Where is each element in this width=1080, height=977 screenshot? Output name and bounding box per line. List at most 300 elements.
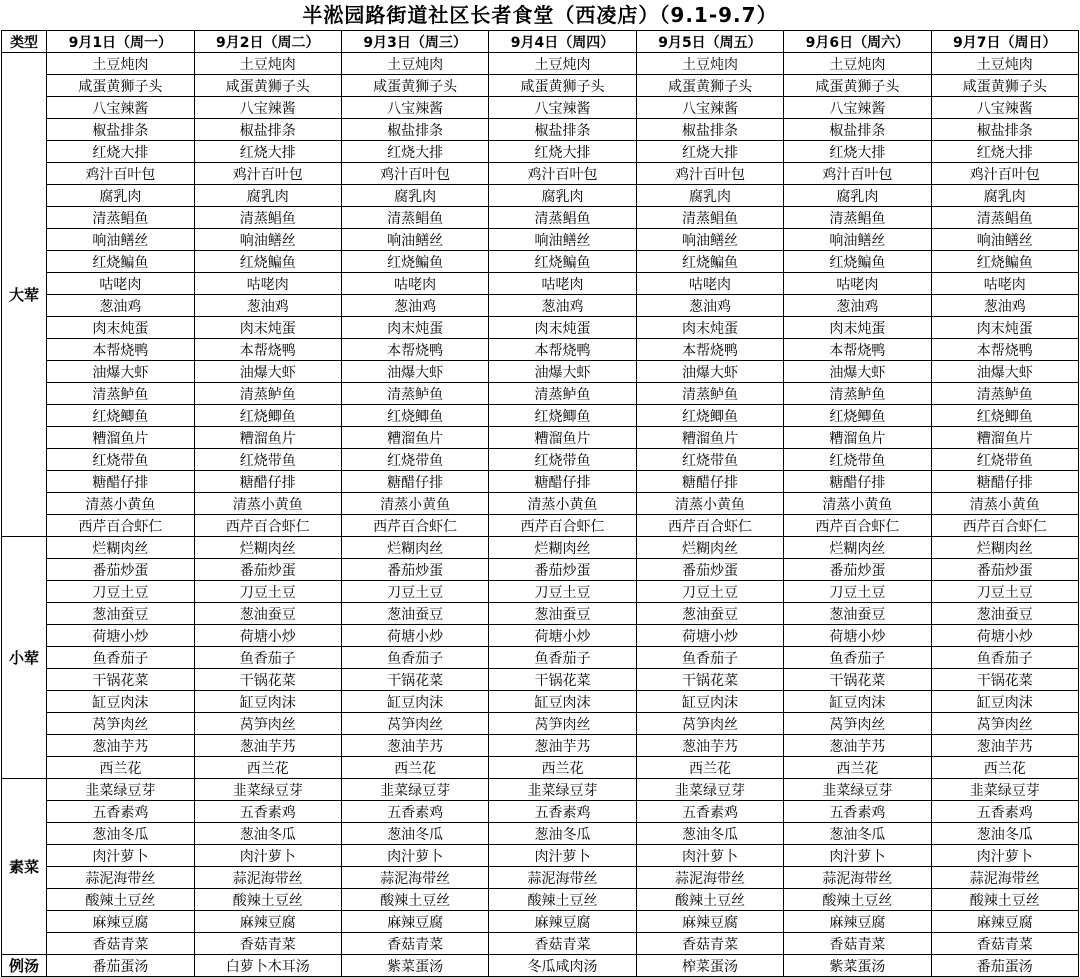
dish-cell: 清蒸鲳鱼 [931,207,1078,229]
dish-cell: 咕咾肉 [194,273,341,295]
dish-cell: 清蒸鲳鱼 [489,207,636,229]
table-row [2,801,1079,823]
table-row [2,735,1079,757]
table-row [2,669,1079,691]
menu-table [1,30,1079,977]
dish-cell: 红烧带鱼 [489,449,636,471]
table-row [2,405,1079,427]
table-row [2,647,1079,669]
dish-cell: 葱油芋艿 [931,735,1078,757]
dish-cell: 八宝辣酱 [636,97,783,119]
dish-cell: 荷塘小炒 [194,625,341,647]
table-row [2,493,1079,515]
dish-cell: 刀豆土豆 [489,581,636,603]
dish-cell: 咕咾肉 [784,273,931,295]
dish-cell: 腐乳肉 [341,185,488,207]
dish-cell: 本帮烧鸭 [489,339,636,361]
dish-cell: 葱油冬瓜 [931,823,1078,845]
dish-cell: 香菇青菜 [931,933,1078,955]
menu-body [2,53,1079,977]
dish-cell: 五香素鸡 [489,801,636,823]
dish-cell: 五香素鸡 [47,801,194,823]
dish-cell: 葱油蚕豆 [784,603,931,625]
dish-cell: 西兰花 [47,757,194,779]
dish-cell: 韭菜绿豆芽 [47,779,194,801]
table-row [2,933,1079,955]
dish-cell: 清蒸鲈鱼 [47,383,194,405]
dish-cell: 酸辣土豆丝 [489,889,636,911]
dish-cell: 荷塘小炒 [47,625,194,647]
header-day: 9月6日（周六） [784,31,931,53]
dish-cell: 荷塘小炒 [489,625,636,647]
dish-cell: 肉末炖蛋 [194,317,341,339]
dish-cell: 干锅花菜 [194,669,341,691]
dish-cell: 咸蛋黄狮子头 [47,75,194,97]
dish-cell: 葱油冬瓜 [47,823,194,845]
dish-cell: 葱油芋艿 [194,735,341,757]
dish-cell: 糟溜鱼片 [47,427,194,449]
dish-cell: 油爆大虾 [489,361,636,383]
dish-cell: 烂糊肉丝 [194,537,341,559]
dish-cell: 莴笋肉丝 [931,713,1078,735]
dish-cell: 咸蛋黄狮子头 [194,75,341,97]
table-row [2,427,1079,449]
dish-cell: 酸辣土豆丝 [47,889,194,911]
table-row [2,185,1079,207]
dish-cell: 咕咾肉 [341,273,488,295]
dish-cell: 红烧鲫鱼 [784,405,931,427]
dish-cell: 葱油蚕豆 [636,603,783,625]
dish-cell: 鱼香茄子 [47,647,194,669]
dish-cell: 椒盐排条 [341,119,488,141]
dish-cell: 红烧带鱼 [194,449,341,471]
dish-cell: 糖醋仔排 [47,471,194,493]
dish-cell: 韭菜绿豆芽 [341,779,488,801]
dish-cell: 清蒸鲈鱼 [489,383,636,405]
dish-cell: 刀豆土豆 [784,581,931,603]
dish-cell: 麻辣豆腐 [636,911,783,933]
dish-cell: 红烧鳊鱼 [194,251,341,273]
dish-cell: 肉汁萝卜 [489,845,636,867]
dish-cell: 土豆炖肉 [341,53,488,75]
dish-cell: 西芹百合虾仁 [194,515,341,537]
dish-cell: 肉末炖蛋 [47,317,194,339]
dish-cell: 清蒸鲈鱼 [341,383,488,405]
dish-cell: 刀豆土豆 [341,581,488,603]
table-row [2,163,1079,185]
dish-cell: 土豆炖肉 [636,53,783,75]
table-row [2,361,1079,383]
dish-cell: 肉末炖蛋 [341,317,488,339]
dish-cell: 莴笋肉丝 [341,713,488,735]
dish-cell: 响油鳝丝 [47,229,194,251]
dish-cell: 荷塘小炒 [931,625,1078,647]
dish-cell: 西芹百合虾仁 [636,515,783,537]
dish-cell: 葱油蚕豆 [489,603,636,625]
dish-cell: 清蒸鲳鱼 [47,207,194,229]
dish-cell: 酸辣土豆丝 [194,889,341,911]
dish-cell: 肉汁萝卜 [47,845,194,867]
dish-cell: 红烧鳊鱼 [784,251,931,273]
table-row [2,273,1079,295]
dish-cell: 紫菜蛋汤 [784,955,931,977]
dish-cell: 干锅花菜 [47,669,194,691]
dish-cell: 鸡汁百叶包 [489,163,636,185]
table-row [2,515,1079,537]
dish-cell: 响油鳝丝 [931,229,1078,251]
dish-cell: 番茄炒蛋 [47,559,194,581]
dish-cell: 本帮烧鸭 [341,339,488,361]
dish-cell: 本帮烧鸭 [47,339,194,361]
dish-cell: 清蒸小黄鱼 [489,493,636,515]
dish-cell: 蒜泥海带丝 [341,867,488,889]
dish-cell: 糟溜鱼片 [341,427,488,449]
dish-cell: 清蒸鲈鱼 [931,383,1078,405]
table-row [2,691,1079,713]
dish-cell: 腐乳肉 [636,185,783,207]
dish-cell: 糖醋仔排 [489,471,636,493]
dish-cell: 清蒸鲈鱼 [784,383,931,405]
header-day: 9月4日（周四） [489,31,636,53]
dish-cell: 肉末炖蛋 [636,317,783,339]
dish-cell: 葱油鸡 [194,295,341,317]
dish-cell: 咸蛋黄狮子头 [489,75,636,97]
table-row [2,889,1079,911]
dish-cell: 五香素鸡 [636,801,783,823]
dish-cell: 韭菜绿豆芽 [194,779,341,801]
dish-cell: 红烧鲫鱼 [47,405,194,427]
dish-cell: 咸蛋黄狮子头 [931,75,1078,97]
dish-cell: 咕咾肉 [931,273,1078,295]
dish-cell: 响油鳝丝 [636,229,783,251]
dish-cell: 肉末炖蛋 [931,317,1078,339]
dish-cell: 缸豆肉沫 [784,691,931,713]
dish-cell: 红烧鲫鱼 [341,405,488,427]
table-row [2,713,1079,735]
dish-cell: 葱油芋艿 [341,735,488,757]
dish-cell: 莴笋肉丝 [784,713,931,735]
header-row [2,31,1079,53]
dish-cell: 红烧带鱼 [636,449,783,471]
dish-cell: 椒盐排条 [784,119,931,141]
dish-cell: 酸辣土豆丝 [931,889,1078,911]
dish-cell: 干锅花菜 [636,669,783,691]
dish-cell: 鱼香茄子 [931,647,1078,669]
table-row [2,75,1079,97]
dish-cell: 肉汁萝卜 [636,845,783,867]
dish-cell: 葱油冬瓜 [194,823,341,845]
table-row [2,317,1079,339]
dish-cell: 鸡汁百叶包 [784,163,931,185]
dish-cell: 油爆大虾 [784,361,931,383]
dish-cell: 鱼香茄子 [194,647,341,669]
table-row [2,251,1079,273]
table-row [2,823,1079,845]
dish-cell: 韭菜绿豆芽 [784,779,931,801]
table-row [2,757,1079,779]
dish-cell: 缸豆肉沫 [931,691,1078,713]
dish-cell: 葱油鸡 [489,295,636,317]
table-row [2,229,1079,251]
dish-cell: 西兰花 [194,757,341,779]
table-row [2,911,1079,933]
header-day: 9月7日（周日） [931,31,1078,53]
dish-cell: 鱼香茄子 [341,647,488,669]
dish-cell: 本帮烧鸭 [194,339,341,361]
dish-cell: 响油鳝丝 [784,229,931,251]
dish-cell: 腐乳肉 [489,185,636,207]
dish-cell: 莴笋肉丝 [47,713,194,735]
dish-cell: 白萝卜木耳汤 [194,955,341,977]
table-row [2,53,1079,75]
dish-cell: 红烧大排 [47,141,194,163]
dish-cell: 莴笋肉丝 [636,713,783,735]
table-row [2,449,1079,471]
dish-cell: 番茄炒蛋 [784,559,931,581]
dish-cell: 油爆大虾 [194,361,341,383]
dish-cell: 土豆炖肉 [931,53,1078,75]
dish-cell: 肉汁萝卜 [341,845,488,867]
dish-cell: 烂糊肉丝 [784,537,931,559]
dish-cell: 清蒸小黄鱼 [341,493,488,515]
table-row [2,471,1079,493]
dish-cell: 肉汁萝卜 [784,845,931,867]
table-row [2,867,1079,889]
dish-cell: 八宝辣酱 [489,97,636,119]
dish-cell: 红烧鳊鱼 [931,251,1078,273]
table-row [2,537,1079,559]
dish-cell: 荷塘小炒 [636,625,783,647]
header-day: 9月3日（周三） [341,31,488,53]
dish-cell: 刀豆土豆 [931,581,1078,603]
dish-cell: 本帮烧鸭 [636,339,783,361]
dish-cell: 鸡汁百叶包 [341,163,488,185]
table-row [2,625,1079,647]
dish-cell: 糟溜鱼片 [784,427,931,449]
dish-cell: 响油鳝丝 [341,229,488,251]
dish-cell: 香菇青菜 [341,933,488,955]
dish-cell: 红烧大排 [341,141,488,163]
dish-cell: 缸豆肉沫 [194,691,341,713]
dish-cell: 麻辣豆腐 [194,911,341,933]
dish-cell: 酸辣土豆丝 [341,889,488,911]
dish-cell: 西兰花 [489,757,636,779]
dish-cell: 清蒸小黄鱼 [931,493,1078,515]
dish-cell: 咸蛋黄狮子头 [636,75,783,97]
dish-cell: 鱼香茄子 [636,647,783,669]
dish-cell: 葱油芋艿 [784,735,931,757]
table-row [2,339,1079,361]
dish-cell: 烂糊肉丝 [47,537,194,559]
dish-cell: 土豆炖肉 [489,53,636,75]
dish-cell: 腐乳肉 [784,185,931,207]
dish-cell: 香菇青菜 [784,933,931,955]
dish-cell: 西芹百合虾仁 [341,515,488,537]
dish-cell: 红烧大排 [931,141,1078,163]
dish-cell: 干锅花菜 [341,669,488,691]
dish-cell: 咕咾肉 [489,273,636,295]
dish-cell: 番茄蛋汤 [47,955,194,977]
dish-cell: 西芹百合虾仁 [47,515,194,537]
dish-cell: 西兰花 [636,757,783,779]
dish-cell: 清蒸鲈鱼 [636,383,783,405]
dish-cell: 土豆炖肉 [784,53,931,75]
dish-cell: 红烧鳊鱼 [47,251,194,273]
dish-cell: 葱油蚕豆 [47,603,194,625]
dish-cell: 腐乳肉 [194,185,341,207]
header-day: 9月5日（周五） [636,31,783,53]
dish-cell: 咸蛋黄狮子头 [341,75,488,97]
dish-cell: 荷塘小炒 [341,625,488,647]
dish-cell: 蒜泥海带丝 [636,867,783,889]
dish-cell: 鸡汁百叶包 [47,163,194,185]
dish-cell: 葱油鸡 [784,295,931,317]
dish-cell: 葱油蚕豆 [194,603,341,625]
dish-cell: 腐乳肉 [931,185,1078,207]
dish-cell: 麻辣豆腐 [784,911,931,933]
dish-cell: 酸辣土豆丝 [636,889,783,911]
dish-cell: 肉末炖蛋 [489,317,636,339]
dish-cell: 烂糊肉丝 [341,537,488,559]
dish-cell: 五香素鸡 [341,801,488,823]
dish-cell: 莴笋肉丝 [489,713,636,735]
dish-cell: 油爆大虾 [931,361,1078,383]
dish-cell: 烂糊肉丝 [931,537,1078,559]
dish-cell: 麻辣豆腐 [47,911,194,933]
dish-cell: 葱油冬瓜 [341,823,488,845]
dish-cell: 番茄炒蛋 [931,559,1078,581]
dish-cell: 清蒸小黄鱼 [784,493,931,515]
dish-cell: 鱼香茄子 [784,647,931,669]
dish-cell: 葱油芋艿 [636,735,783,757]
dish-cell: 红烧带鱼 [341,449,488,471]
dish-cell: 蒜泥海带丝 [489,867,636,889]
dish-cell: 椒盐排条 [47,119,194,141]
dish-cell: 冬瓜咸肉汤 [489,955,636,977]
dish-cell: 红烧鳊鱼 [341,251,488,273]
dish-cell: 番茄炒蛋 [636,559,783,581]
category-cell: 例汤 [2,955,47,977]
dish-cell: 红烧鳊鱼 [636,251,783,273]
table-row [2,603,1079,625]
dish-cell: 红烧大排 [489,141,636,163]
table-row [2,141,1079,163]
dish-cell: 干锅花菜 [931,669,1078,691]
page-title: 半淞园路街道社区长者食堂（西凌店）（9.1-9.7） [302,3,778,27]
dish-cell: 西兰花 [931,757,1078,779]
dish-cell: 鸡汁百叶包 [636,163,783,185]
dish-cell: 葱油冬瓜 [784,823,931,845]
dish-cell: 葱油蚕豆 [341,603,488,625]
dish-cell: 缸豆肉沫 [341,691,488,713]
table-row [2,955,1079,977]
header-day: 9月2日（周二） [194,31,341,53]
dish-cell: 鱼香茄子 [489,647,636,669]
dish-cell: 缸豆肉沫 [489,691,636,713]
dish-cell: 红烧带鱼 [47,449,194,471]
dish-cell: 葱油冬瓜 [489,823,636,845]
dish-cell: 西兰花 [784,757,931,779]
dish-cell: 烂糊肉丝 [489,537,636,559]
dish-cell: 肉汁萝卜 [931,845,1078,867]
dish-cell: 香菇青菜 [636,933,783,955]
dish-cell: 蒜泥海带丝 [47,867,194,889]
dish-cell: 清蒸鲳鱼 [194,207,341,229]
table-row [2,97,1079,119]
dish-cell: 八宝辣酱 [47,97,194,119]
dish-cell: 烂糊肉丝 [636,537,783,559]
dish-cell: 红烧带鱼 [931,449,1078,471]
dish-cell: 红烧鲫鱼 [194,405,341,427]
dish-cell: 红烧鲫鱼 [636,405,783,427]
dish-cell: 麻辣豆腐 [341,911,488,933]
dish-cell: 椒盐排条 [194,119,341,141]
dish-cell: 葱油冬瓜 [636,823,783,845]
dish-cell: 五香素鸡 [931,801,1078,823]
dish-cell: 土豆炖肉 [47,53,194,75]
header-day: 9月1日（周一） [47,31,194,53]
dish-cell: 清蒸小黄鱼 [636,493,783,515]
dish-cell: 香菇青菜 [489,933,636,955]
dish-cell: 红烧鳊鱼 [489,251,636,273]
dish-cell: 荷塘小炒 [784,625,931,647]
dish-cell: 咕咾肉 [47,273,194,295]
dish-cell: 番茄炒蛋 [194,559,341,581]
dish-cell: 缸豆肉沫 [47,691,194,713]
dish-cell: 糖醋仔排 [341,471,488,493]
table-row [2,779,1079,801]
dish-cell: 八宝辣酱 [341,97,488,119]
category-cell: 素菜 [2,779,47,955]
dish-cell: 清蒸小黄鱼 [47,493,194,515]
dish-cell: 刀豆土豆 [194,581,341,603]
dish-cell: 清蒸鲳鱼 [784,207,931,229]
dish-cell: 清蒸鲳鱼 [636,207,783,229]
dish-cell: 五香素鸡 [784,801,931,823]
dish-cell: 油爆大虾 [341,361,488,383]
dish-cell: 红烧大排 [784,141,931,163]
category-cell: 小荤 [2,537,47,779]
dish-cell: 葱油芋艿 [489,735,636,757]
dish-cell: 糟溜鱼片 [489,427,636,449]
dish-cell: 紫菜蛋汤 [341,955,488,977]
dish-cell: 西兰花 [341,757,488,779]
dish-cell: 糟溜鱼片 [931,427,1078,449]
dish-cell: 鸡汁百叶包 [194,163,341,185]
dish-cell: 八宝辣酱 [194,97,341,119]
dish-cell: 干锅花菜 [489,669,636,691]
dish-cell: 油爆大虾 [636,361,783,383]
dish-cell: 西芹百合虾仁 [784,515,931,537]
table-row [2,559,1079,581]
dish-cell: 葱油鸡 [341,295,488,317]
table-row [2,581,1079,603]
dish-cell: 莴笋肉丝 [194,713,341,735]
dish-cell: 椒盐排条 [636,119,783,141]
dish-cell: 葱油蚕豆 [931,603,1078,625]
dish-cell: 刀豆土豆 [47,581,194,603]
dish-cell: 糖醋仔排 [931,471,1078,493]
dish-cell: 缸豆肉沫 [636,691,783,713]
dish-cell: 糖醋仔排 [194,471,341,493]
dish-cell: 韭菜绿豆芽 [931,779,1078,801]
dish-cell: 肉末炖蛋 [784,317,931,339]
dish-cell: 蒜泥海带丝 [784,867,931,889]
dish-cell: 糖醋仔排 [636,471,783,493]
dish-cell: 本帮烧鸭 [931,339,1078,361]
dish-cell: 油爆大虾 [47,361,194,383]
dish-cell: 土豆炖肉 [194,53,341,75]
